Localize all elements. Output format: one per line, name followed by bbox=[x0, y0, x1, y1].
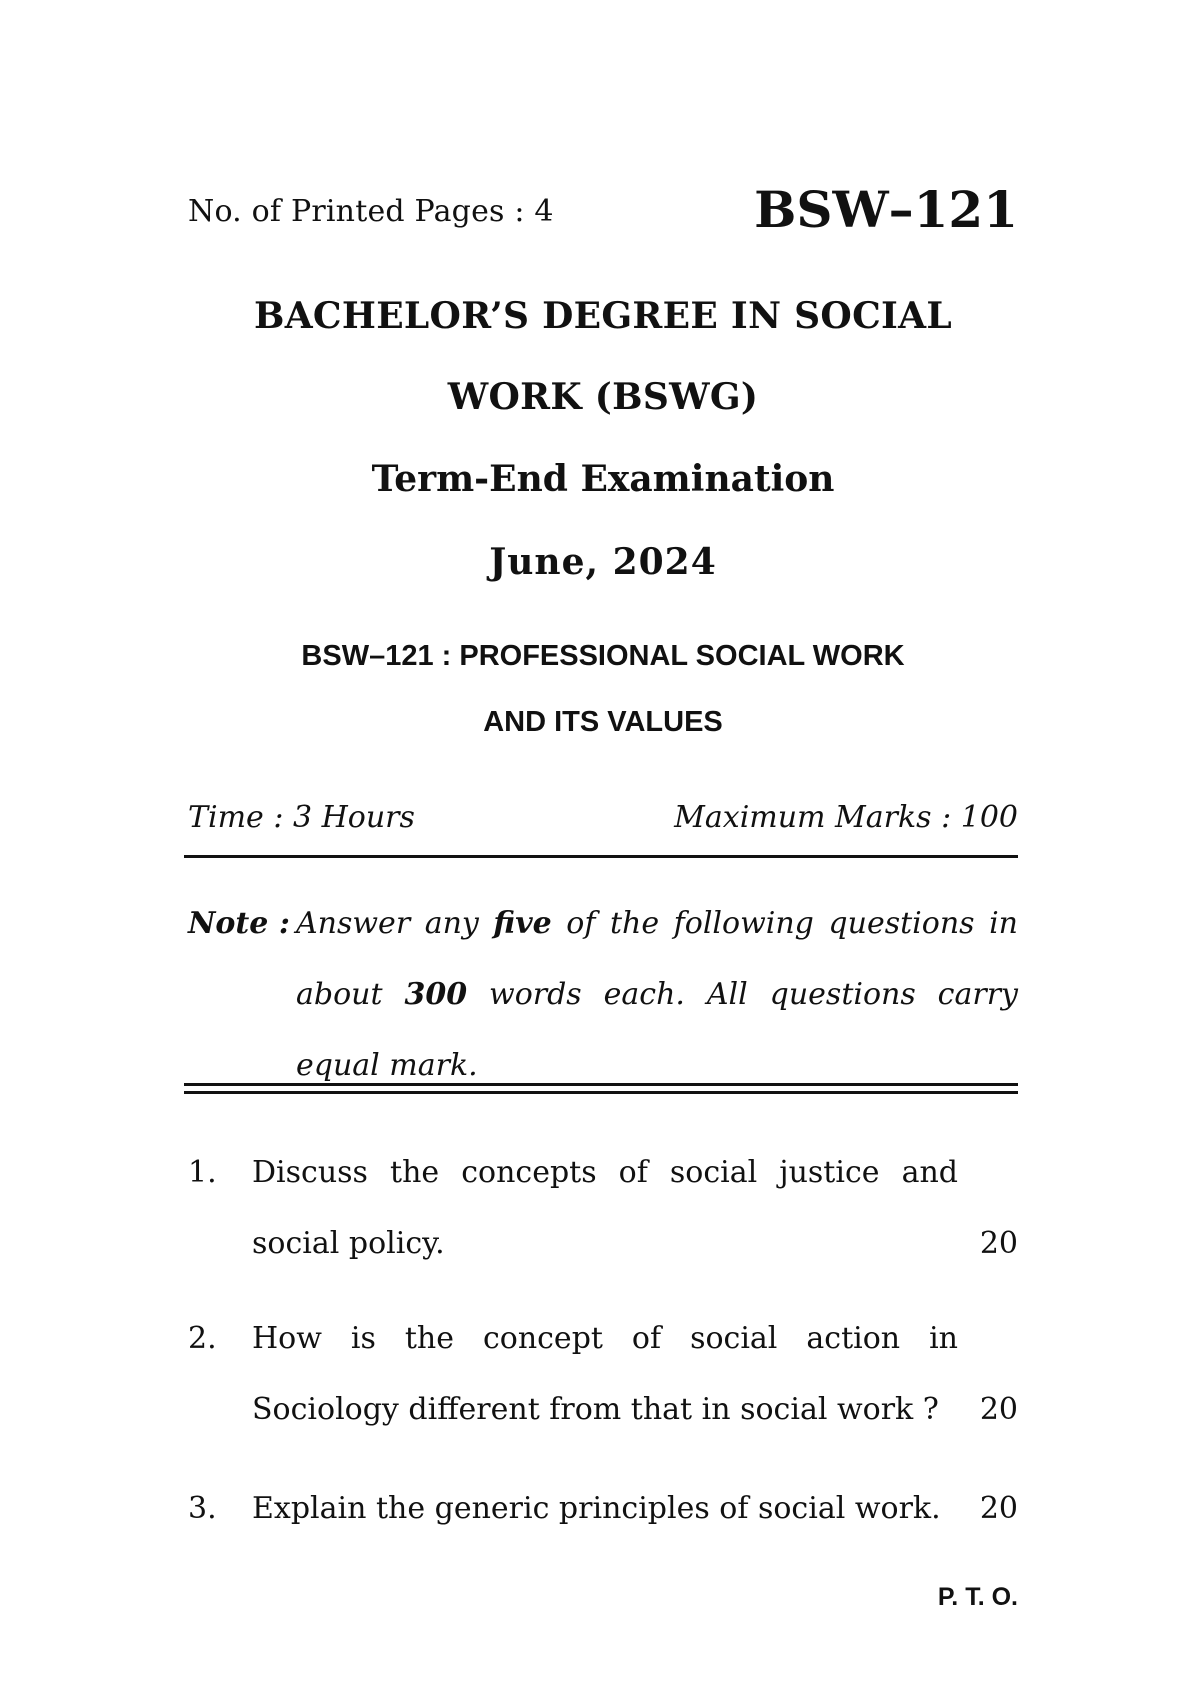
question-item bbox=[188, 1137, 1018, 1279]
note-text bbox=[296, 888, 1018, 1101]
divider-double bbox=[184, 1083, 1018, 1094]
question-item bbox=[188, 1473, 1018, 1544]
printed-pages-count: No. of Printed Pages : 4 bbox=[188, 194, 554, 229]
question-text: Discuss the concepts of social justice and social policy. bbox=[252, 1155, 958, 1261]
divider-single bbox=[184, 855, 1018, 858]
degree-title-line1: BACHELOR’S DEGREE IN SOCIAL bbox=[253, 295, 953, 337]
course-title-line1: BSW–121 : PROFESSIONAL SOCIAL WORK bbox=[301, 640, 905, 672]
course-title-line2: AND ITS VALUES bbox=[483, 706, 723, 738]
question-list bbox=[188, 1137, 1018, 1544]
paper-code: BSW–121 bbox=[754, 180, 1018, 239]
note-text-part1: Answer any bbox=[296, 906, 494, 941]
exam-type: Term-End Examination bbox=[371, 458, 835, 500]
page-header bbox=[188, 180, 1018, 240]
maximum-marks: Maximum Marks : 100 bbox=[674, 800, 1018, 835]
question-item bbox=[188, 1303, 1018, 1445]
note-emphasis-five: five bbox=[493, 906, 552, 941]
exam-time: Time : 3 Hours bbox=[188, 800, 415, 835]
question-number: 3. bbox=[188, 1491, 217, 1526]
question-marks: 20 bbox=[979, 1392, 1018, 1427]
exam-date: June, 2024 bbox=[489, 541, 717, 583]
question-marks: 20 bbox=[979, 1226, 1018, 1261]
note-text-part2: of the following questions in about bbox=[296, 906, 1018, 1012]
note-emphasis-300: 300 bbox=[404, 977, 468, 1012]
question-text: How is the concept of social action in Sociology different from that in social work ? bbox=[252, 1321, 958, 1427]
degree-title-line2: WORK (BSWG) bbox=[447, 376, 759, 418]
note-text-part3: words each. All questions carry equal mark. bbox=[296, 977, 1018, 1083]
question-number: 2. bbox=[188, 1321, 217, 1356]
question-text: Explain the generic principles of social work. bbox=[252, 1491, 941, 1526]
question-marks: 20 bbox=[979, 1491, 1018, 1526]
please-turn-over: P. T. O. bbox=[937, 1583, 1018, 1611]
note-label: Note : bbox=[188, 906, 290, 941]
question-number: 1. bbox=[188, 1155, 217, 1190]
